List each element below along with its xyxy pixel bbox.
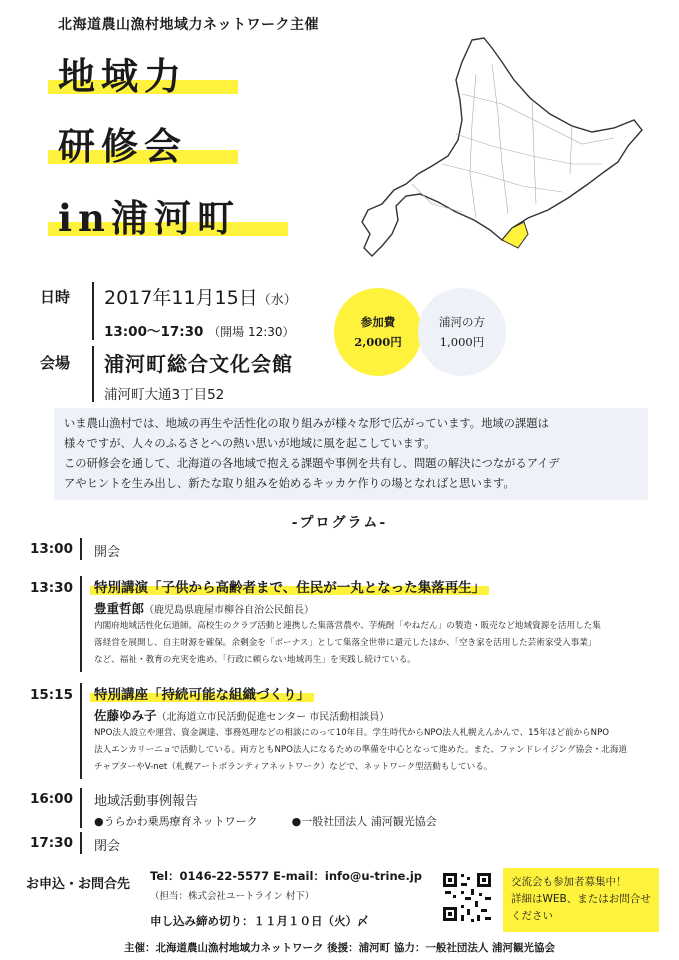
title-line-1: 地域力 — [58, 54, 187, 98]
qr-code-icon[interactable] — [441, 871, 493, 923]
program-time: 13:00 — [30, 541, 73, 557]
program-item-seminar: 特別講座「持続可能な組織づくり」 佐藤ゆみ子（北海道立市民活動促進センター 市民活動相談員） NPO法人設立や運営、資金調達、事務処理などの相談にのって10年目。学生時代からNPO法人札幌えんかんで、15年ほど前からNPO 法人エンカリーニョで活動している。両方ともNPO法人になるための準備を中心となって進めた。また、ファンドレイジング協会・北海道 チャプターやV-net（札幌アートボランティアネットワーク）などで、ネットワーク型活動もしている。 — [94, 683, 627, 775]
program-time: 15:15 — [30, 687, 73, 703]
contact-info — [150, 868, 422, 902]
contact-person: （担当：株式会社ユートライン 村下） — [150, 891, 315, 902]
reception-note: 交流会も参加者募集中！ 詳細はWEB、またはお問合せ ください — [503, 868, 659, 932]
venue-name: 浦河町総合文化会館 — [104, 352, 293, 376]
program-divider — [80, 788, 82, 828]
fee-general-badge: 参加費 2,000円 — [334, 288, 422, 376]
venue-label: 会場 — [40, 354, 71, 372]
title-line-3: in浦河町 — [58, 196, 240, 240]
program-item-opening: 開会 — [94, 545, 121, 560]
program-divider — [80, 683, 82, 779]
contact-label: お申込・お問合先 — [26, 877, 131, 892]
date-divider — [92, 282, 94, 340]
title-line-2: 研修会 — [58, 124, 187, 168]
application-deadline: 申し込み締め切り：１１月１０日（火）〆 — [150, 914, 369, 928]
hokkaido-map-icon — [352, 34, 652, 274]
program-title: -プログラム- — [291, 515, 388, 531]
program-item-closing: 閉会 — [94, 839, 121, 854]
program-divider — [80, 576, 82, 672]
program-item-reports: 地域活動事例報告 ●うらかわ乗馬療育ネットワーク ●一般社団法人 浦河観光協会 — [94, 794, 437, 828]
program-time: 13:30 — [30, 580, 73, 596]
program-time: 17:30 — [30, 835, 73, 851]
organizer-line: 北海道農山漁村地域力ネットワーク主催 — [58, 17, 319, 33]
venue-address: 浦河町大通3丁目52 — [104, 387, 225, 403]
report-org: ●うらかわ乗馬療育ネットワーク — [94, 815, 258, 828]
event-date: 2017年11月15日（水） — [104, 287, 297, 309]
program-divider — [80, 538, 82, 560]
event-time: 13:00～17:30 （開場 12:30） — [104, 324, 295, 340]
footer-credits: 主催：北海道農山漁村地域力ネットワーク 後援：浦河町 協力：一般社団法人 浦河観光協会 — [124, 942, 555, 954]
fee-local-badge: 浦河の方 1,000円 — [418, 288, 506, 376]
contact-line[interactable]: Tel：0146-22-5577 E-mail：info@u-trine.jp — [150, 869, 423, 883]
intro-panel: いま農山漁村では、地域の再生や活性化の取り組みが様々な形で広がっています。地域の課題は 様々ですが、人々のふるさとへの熱い思いが地域に風を起こしています。 この研修会を通して、北海道の各地域で抱える課題や事例を共有し、問題の解決につながるアイデ アやヒントを生み出し、新たな取り組みを始めるキッカケ作りの場となればと思います。 — [54, 408, 648, 500]
report-org: ●一般社団法人 浦河観光協会 — [291, 815, 437, 828]
program-time: 16:00 — [30, 791, 73, 807]
date-label: 日時 — [40, 288, 71, 306]
venue-divider — [92, 346, 94, 402]
program-item-lecture: 特別講演「子供から高齢者まで、住民が一丸となった集落再生」 豊重哲郎（鹿児島県鹿屋市柳谷自治公民館長） 内閣府地域活性化伝道師。高校生のクラブ活動と連携した集落営農や、芋焼酎「やねだん」の製造・販売など地域資源を活用した集 落経営を展開し、自主財源を確保。余剰金を「ボーナス」として集落全世帯に還元したほか、「空き家を活用した芸術家受入事業」 など、福祉・教育の充実を進め、「行政に頼らない地域再生」を実践し続けている。 — [94, 576, 601, 668]
program-divider — [80, 832, 82, 854]
